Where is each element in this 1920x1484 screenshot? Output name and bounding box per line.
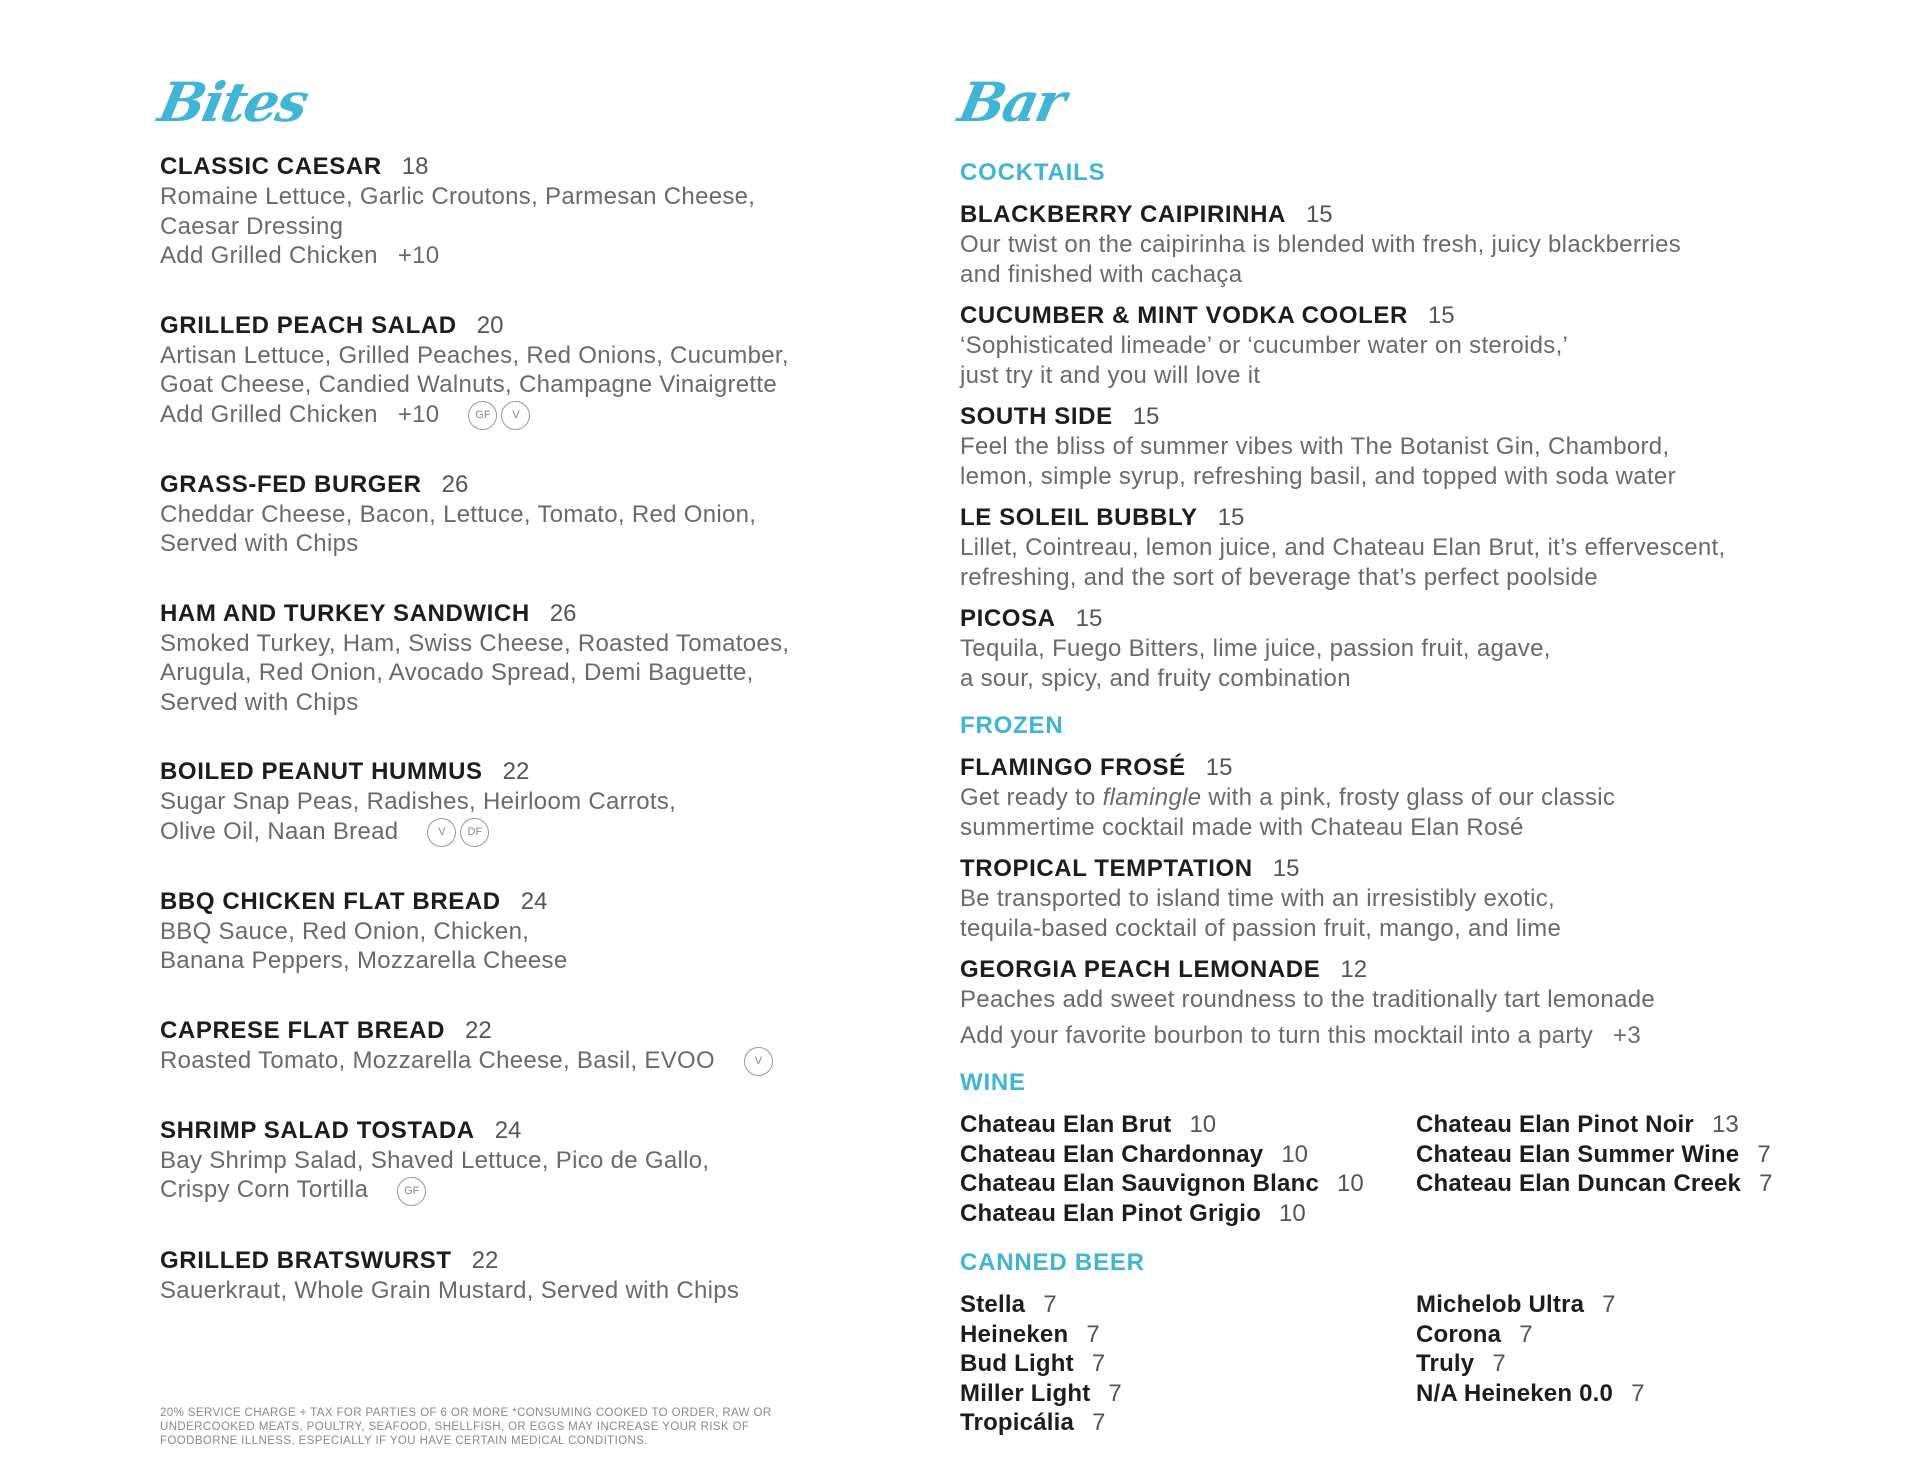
footnote-line: UNDERCOOKED MEATS, POULTRY, SEAFOOD, SHELLFISH, OR EGGS MAY INCREASE YOUR RISK OF xyxy=(160,1421,750,1433)
footnote-line: FOODBORNE ILLNESS, ESPECIALLY IF YOU HAVE CERTAIN MEDICAL CONDITIONS. xyxy=(160,1435,648,1447)
beer-name: Bud Light xyxy=(960,1350,1074,1377)
beer-list xyxy=(960,1290,1860,1438)
gluten-free-badge: GF xyxy=(397,1177,426,1206)
beer-item xyxy=(1416,1349,1836,1379)
vegetarian-badge: V xyxy=(744,1047,773,1076)
dietary-badges xyxy=(740,1047,773,1074)
item-description: Goat Cheese, Candied Walnuts, Champagne Vinaigrette xyxy=(160,371,777,398)
beer-item xyxy=(960,1379,1416,1409)
menu-item xyxy=(960,402,1860,491)
footnote xyxy=(160,1406,880,1448)
item-name: PICOSA xyxy=(960,605,1056,632)
wine-list xyxy=(960,1110,1860,1228)
footnote-line: 20% SERVICE CHARGE + TAX FOR PARTIES OF 6 OR MORE *CONSUMING COOKED TO ORDER, RAW OR xyxy=(160,1407,772,1419)
beer-name: Tropicália xyxy=(960,1409,1075,1436)
item-price: 15 xyxy=(1205,754,1233,781)
menu-item xyxy=(160,152,880,271)
item-description: Artisan Lettuce, Grilled Peaches, Red Onions, Cucumber, xyxy=(160,341,789,369)
menu-item xyxy=(160,1016,880,1076)
beer-price: 7 xyxy=(1092,1409,1106,1436)
beer-name: Heineken xyxy=(960,1320,1069,1348)
item-name: BBQ CHICKEN FLAT BREAD xyxy=(160,887,501,915)
wine-name: Chateau Elan Summer Wine xyxy=(1416,1140,1740,1168)
beer-item xyxy=(960,1320,1416,1350)
item-price: 22 xyxy=(471,1246,499,1274)
vegetarian-badge: V xyxy=(427,818,456,847)
beer-item xyxy=(1416,1379,1836,1409)
section-wine: WINE xyxy=(960,1069,1026,1096)
item-description: summertime cocktail made with Chateau Elan Rosé xyxy=(960,813,1524,841)
item-description: Bay Shrimp Salad, Shaved Lettuce, Pico de Gallo, xyxy=(160,1146,710,1174)
beer-item xyxy=(1416,1290,1836,1320)
item-description: refreshing, and the sort of beverage that’s perfect poolside xyxy=(960,563,1598,591)
menu-item xyxy=(960,301,1860,390)
item-price: 24 xyxy=(520,887,548,915)
beer-item xyxy=(960,1290,1416,1320)
item-price: 22 xyxy=(502,758,530,786)
beer-price: 7 xyxy=(1086,1320,1100,1348)
item-price: 15 xyxy=(1217,504,1245,531)
beer-item xyxy=(960,1349,1416,1379)
beer-item xyxy=(1416,1320,1836,1350)
menu-item xyxy=(960,604,1860,693)
beer-price: 7 xyxy=(1091,1350,1106,1377)
wine-price: 10 xyxy=(1281,1140,1309,1168)
wine-item xyxy=(1416,1140,1836,1170)
addon-label: Add your favorite bourbon to turn this mocktail into a party xyxy=(960,1021,1593,1049)
item-name: LE SOLEIL BUBBLY xyxy=(960,504,1198,531)
item-description: lemon, simple syrup, refreshing basil, and topped with soda water xyxy=(960,462,1676,490)
section-frozen: FROZEN xyxy=(960,712,1064,739)
item-name: SHRIMP SALAD TOSTADA xyxy=(160,1116,475,1144)
wine-price: 10 xyxy=(1189,1111,1217,1138)
wine-price: 7 xyxy=(1757,1140,1771,1168)
item-description: Our twist on the caipirinha is blended with fresh, juicy blackberries xyxy=(960,231,1682,258)
item-description: Crispy Corn Tortilla xyxy=(160,1176,369,1204)
item-description: Lillet, Cointreau, lemon juice, and Chateau Elan Brut, it’s effervescent, xyxy=(960,534,1726,561)
item-price: 15 xyxy=(1305,201,1333,228)
item-price: 22 xyxy=(465,1016,492,1044)
item-name: CAPRESE FLAT BREAD xyxy=(160,1016,446,1044)
desc-italic-word: flamingle xyxy=(1102,784,1202,811)
menu-item xyxy=(960,753,1860,842)
item-description: Caesar Dressing xyxy=(160,212,344,240)
wine-item xyxy=(1416,1110,1836,1140)
item-description: Feel the bliss of summer vibes with The Botanist Gin, Chambord, xyxy=(960,433,1670,460)
beer-name: Michelob Ultra xyxy=(1416,1291,1585,1318)
beer-price: 7 xyxy=(1631,1379,1645,1407)
item-description: Sugar Snap Peas, Radishes, Heirloom Carrots, xyxy=(160,788,677,816)
item-price: 26 xyxy=(549,599,577,627)
wine-item xyxy=(960,1140,1416,1170)
bites-title: Bites xyxy=(153,70,313,134)
item-name: CUCUMBER & MINT VODKA COOLER xyxy=(960,302,1408,329)
wine-item xyxy=(1416,1169,1836,1199)
dietary-badges xyxy=(464,401,530,428)
menu-item xyxy=(160,1246,880,1306)
wine-name: Chateau Elan Pinot Noir xyxy=(1416,1111,1694,1138)
item-price: 15 xyxy=(1272,855,1300,882)
item-description: just try it and you will love it xyxy=(960,361,1261,389)
beer-price: 7 xyxy=(1108,1379,1122,1407)
beer-price: 7 xyxy=(1602,1291,1616,1318)
item-price: 12 xyxy=(1340,956,1368,983)
item-description: Olive Oil, Naan Bread xyxy=(160,817,399,845)
menu-item xyxy=(160,470,880,559)
gluten-free-badge: GF xyxy=(468,401,497,430)
dietary-badges xyxy=(423,818,489,845)
item-description: tequila-based cocktail of passion fruit, mango, and lime xyxy=(960,914,1562,942)
item-name: GRILLED BRATSWURST xyxy=(160,1246,452,1274)
item-name: TROPICAL TEMPTATION xyxy=(960,855,1253,882)
wine-name: Chateau Elan Duncan Creek xyxy=(1416,1170,1742,1197)
menu-item xyxy=(960,200,1860,289)
dietary-badges xyxy=(393,1176,426,1203)
item-addon xyxy=(960,1021,1860,1051)
beer-name: Truly xyxy=(1416,1350,1475,1377)
wine-name: Chateau Elan Pinot Grigio xyxy=(960,1199,1262,1227)
beer-item xyxy=(960,1408,1416,1438)
bites-column xyxy=(153,70,880,1345)
beer-name: Stella xyxy=(960,1291,1026,1318)
wine-item xyxy=(960,1169,1416,1199)
desc-text: with a pink, frosty glass of our classic xyxy=(1201,784,1616,811)
item-description: Sauerkraut, Whole Grain Mustard, Served with Chips xyxy=(160,1276,740,1304)
item-price: 18 xyxy=(401,153,429,180)
desc-text: Get ready to xyxy=(960,784,1103,811)
item-name: SOUTH SIDE xyxy=(960,403,1113,430)
beer-price: 7 xyxy=(1043,1291,1057,1318)
addon-label: Add Grilled Chicken xyxy=(160,242,378,269)
item-description: BBQ Sauce, Red Onion, Chicken, xyxy=(160,917,530,945)
menu-item xyxy=(160,887,880,976)
item-description: Tequila, Fuego Bitters, lime juice, passion fruit, agave, xyxy=(960,635,1551,662)
menu-item xyxy=(160,1116,880,1206)
beer-price: 7 xyxy=(1492,1350,1506,1377)
bar-title: Bar xyxy=(953,70,1070,134)
item-price: 24 xyxy=(494,1116,522,1144)
wine-name: Chateau Elan Brut xyxy=(960,1111,1172,1138)
item-description: Romaine Lettuce, Garlic Croutons, Parmesan Cheese, xyxy=(160,183,756,210)
addon-label: Add Grilled Chicken xyxy=(160,400,378,428)
item-description: a sour, spicy, and fruity combination xyxy=(960,664,1351,692)
item-price: 26 xyxy=(441,470,469,498)
wine-price: 13 xyxy=(1711,1111,1739,1138)
item-description: Smoked Turkey, Ham, Swiss Cheese, Roasted Tomatoes, xyxy=(160,629,790,657)
item-description: Peaches add sweet roundness to the traditionally tart lemonade xyxy=(960,986,1656,1013)
item-addon xyxy=(160,241,880,271)
addon-price: +10 xyxy=(397,400,440,428)
item-description: Served with Chips xyxy=(160,530,359,558)
item-description: ‘Sophisticated limeade’ or ‘cucumber water on steroids,’ xyxy=(960,332,1569,359)
menu-item xyxy=(960,854,1860,943)
item-description: Banana Peppers, Mozzarella Cheese xyxy=(160,947,568,975)
item-name: GRILLED PEACH SALAD xyxy=(160,311,457,339)
menu-item xyxy=(960,503,1860,592)
item-name: GRASS-FED BURGER xyxy=(160,470,422,498)
item-name: BLACKBERRY CAIPIRINHA xyxy=(960,201,1286,228)
wine-price: 7 xyxy=(1759,1170,1773,1197)
item-description: Arugula, Red Onion, Avocado Spread, Demi Baguette, xyxy=(160,659,754,687)
item-addon xyxy=(160,400,880,430)
wine-name: Chateau Elan Sauvignon Blanc xyxy=(960,1170,1320,1197)
wine-name: Chateau Elan Chardonnay xyxy=(960,1140,1264,1168)
item-price: 15 xyxy=(1427,302,1455,329)
item-name: CLASSIC CAESAR xyxy=(160,153,382,180)
item-description: Roasted Tomato, Mozzarella Cheese, Basil, EVOO xyxy=(160,1046,715,1074)
bar-column xyxy=(953,70,1860,1458)
item-description xyxy=(960,783,1860,813)
beer-name: Miller Light xyxy=(960,1379,1091,1407)
section-cocktails: COCKTAILS xyxy=(960,159,1106,186)
beer-name: Corona xyxy=(1416,1320,1502,1348)
item-name: BOILED PEANUT HUMMUS xyxy=(160,758,483,786)
wine-item xyxy=(960,1199,1416,1229)
item-name: FLAMINGO FROSÉ xyxy=(960,754,1186,781)
dairy-free-badge: DF xyxy=(460,818,489,847)
addon-price: +10 xyxy=(397,242,440,269)
item-price: 20 xyxy=(476,311,504,339)
wine-price: 10 xyxy=(1279,1199,1306,1227)
vegetarian-badge: V xyxy=(501,401,530,430)
item-description: Served with Chips xyxy=(160,688,359,716)
beer-price: 7 xyxy=(1519,1320,1533,1348)
menu-item xyxy=(160,311,880,430)
menu-item xyxy=(160,599,880,718)
addon-price: +3 xyxy=(1613,1021,1641,1049)
item-description: and finished with cachaça xyxy=(960,260,1243,288)
wine-item xyxy=(960,1110,1416,1140)
menu-item xyxy=(160,757,880,847)
beer-name: N/A Heineken 0.0 xyxy=(1416,1379,1614,1407)
item-price: 15 xyxy=(1075,605,1103,632)
item-name: GEORGIA PEACH LEMONADE xyxy=(960,956,1321,983)
item-price: 15 xyxy=(1132,403,1160,430)
wine-price: 10 xyxy=(1337,1170,1364,1197)
section-canned-beer: CANNED BEER xyxy=(960,1249,1145,1276)
item-name: HAM AND TURKEY SANDWICH xyxy=(160,599,530,627)
item-description: Be transported to island time with an irresistibly exotic, xyxy=(960,885,1555,912)
item-description: Cheddar Cheese, Bacon, Lettuce, Tomato, Red Onion, xyxy=(160,500,757,528)
menu-item xyxy=(960,955,1860,1050)
